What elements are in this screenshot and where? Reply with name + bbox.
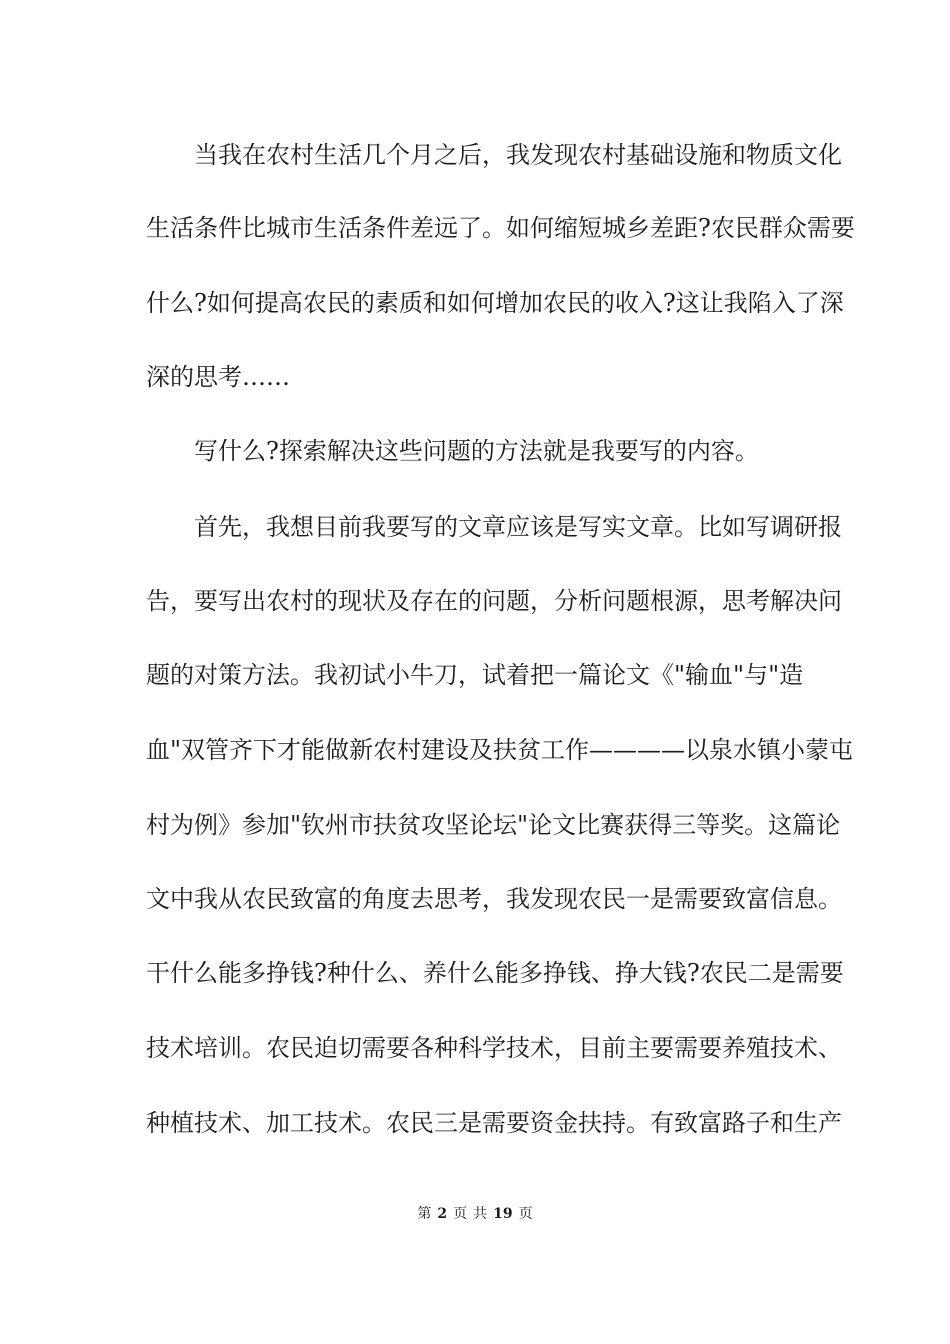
- footer-current-page: 2: [437, 1206, 448, 1222]
- footer-page-word: 页: [453, 1206, 468, 1222]
- text-line: 技术培训。农民迫切需要各种科学技术，目前主要需要养殖技术、: [146, 1034, 842, 1062]
- footer-suffix: 页: [518, 1206, 533, 1222]
- text-line: 村为例》参加"钦州市扶贫攻坚论坛"论文比赛获得三等奖。这篇论: [146, 811, 841, 839]
- footer-total-word: 共: [473, 1206, 488, 1222]
- text-line: 血"双管齐下才能做新农村建设及扶贫工作————以泉水镇小蒙屯: [146, 736, 854, 764]
- footer-total-pages: 19: [493, 1206, 513, 1222]
- text-line: 首先，我想目前我要写的文章应该是写实文章。比如写调研报: [146, 513, 842, 541]
- page-footer: [0, 1205, 950, 1223]
- text-line: 生活条件比城市生活条件差远了。如何缩短城乡差距?农民群众需要: [146, 214, 855, 242]
- text-line: 写什么?探索解决这些问题的方法就是我要写的内容。: [146, 437, 759, 465]
- text-line: 文中我从农民致富的角度去思考，我发现农民一是需要致富信息。: [146, 885, 842, 913]
- text-line: 什么?如何提高农民的素质和如何增加农民的收入?这让我陷入了深: [146, 289, 844, 317]
- text-line: 当我在农村生活几个月之后，我发现农村基础设施和物质文化: [146, 141, 842, 169]
- text-line: 干什么能多挣钱?种什么、养什么能多挣钱、挣大钱?农民二是需要: [146, 959, 844, 987]
- footer-prefix: 第: [417, 1206, 432, 1222]
- text-line: 告，要写出农村的现状及存在的问题，分析问题根源，思考解决问: [146, 587, 842, 615]
- text-line: 种植技术、加工技术。农民三是需要资金扶持。有致富路子和生产: [146, 1109, 842, 1137]
- text-line: 题的对策方法。我初试小牛刀，试着把一篇论文《"输血"与"造: [146, 661, 804, 689]
- text-line: 深的思考……: [146, 363, 290, 391]
